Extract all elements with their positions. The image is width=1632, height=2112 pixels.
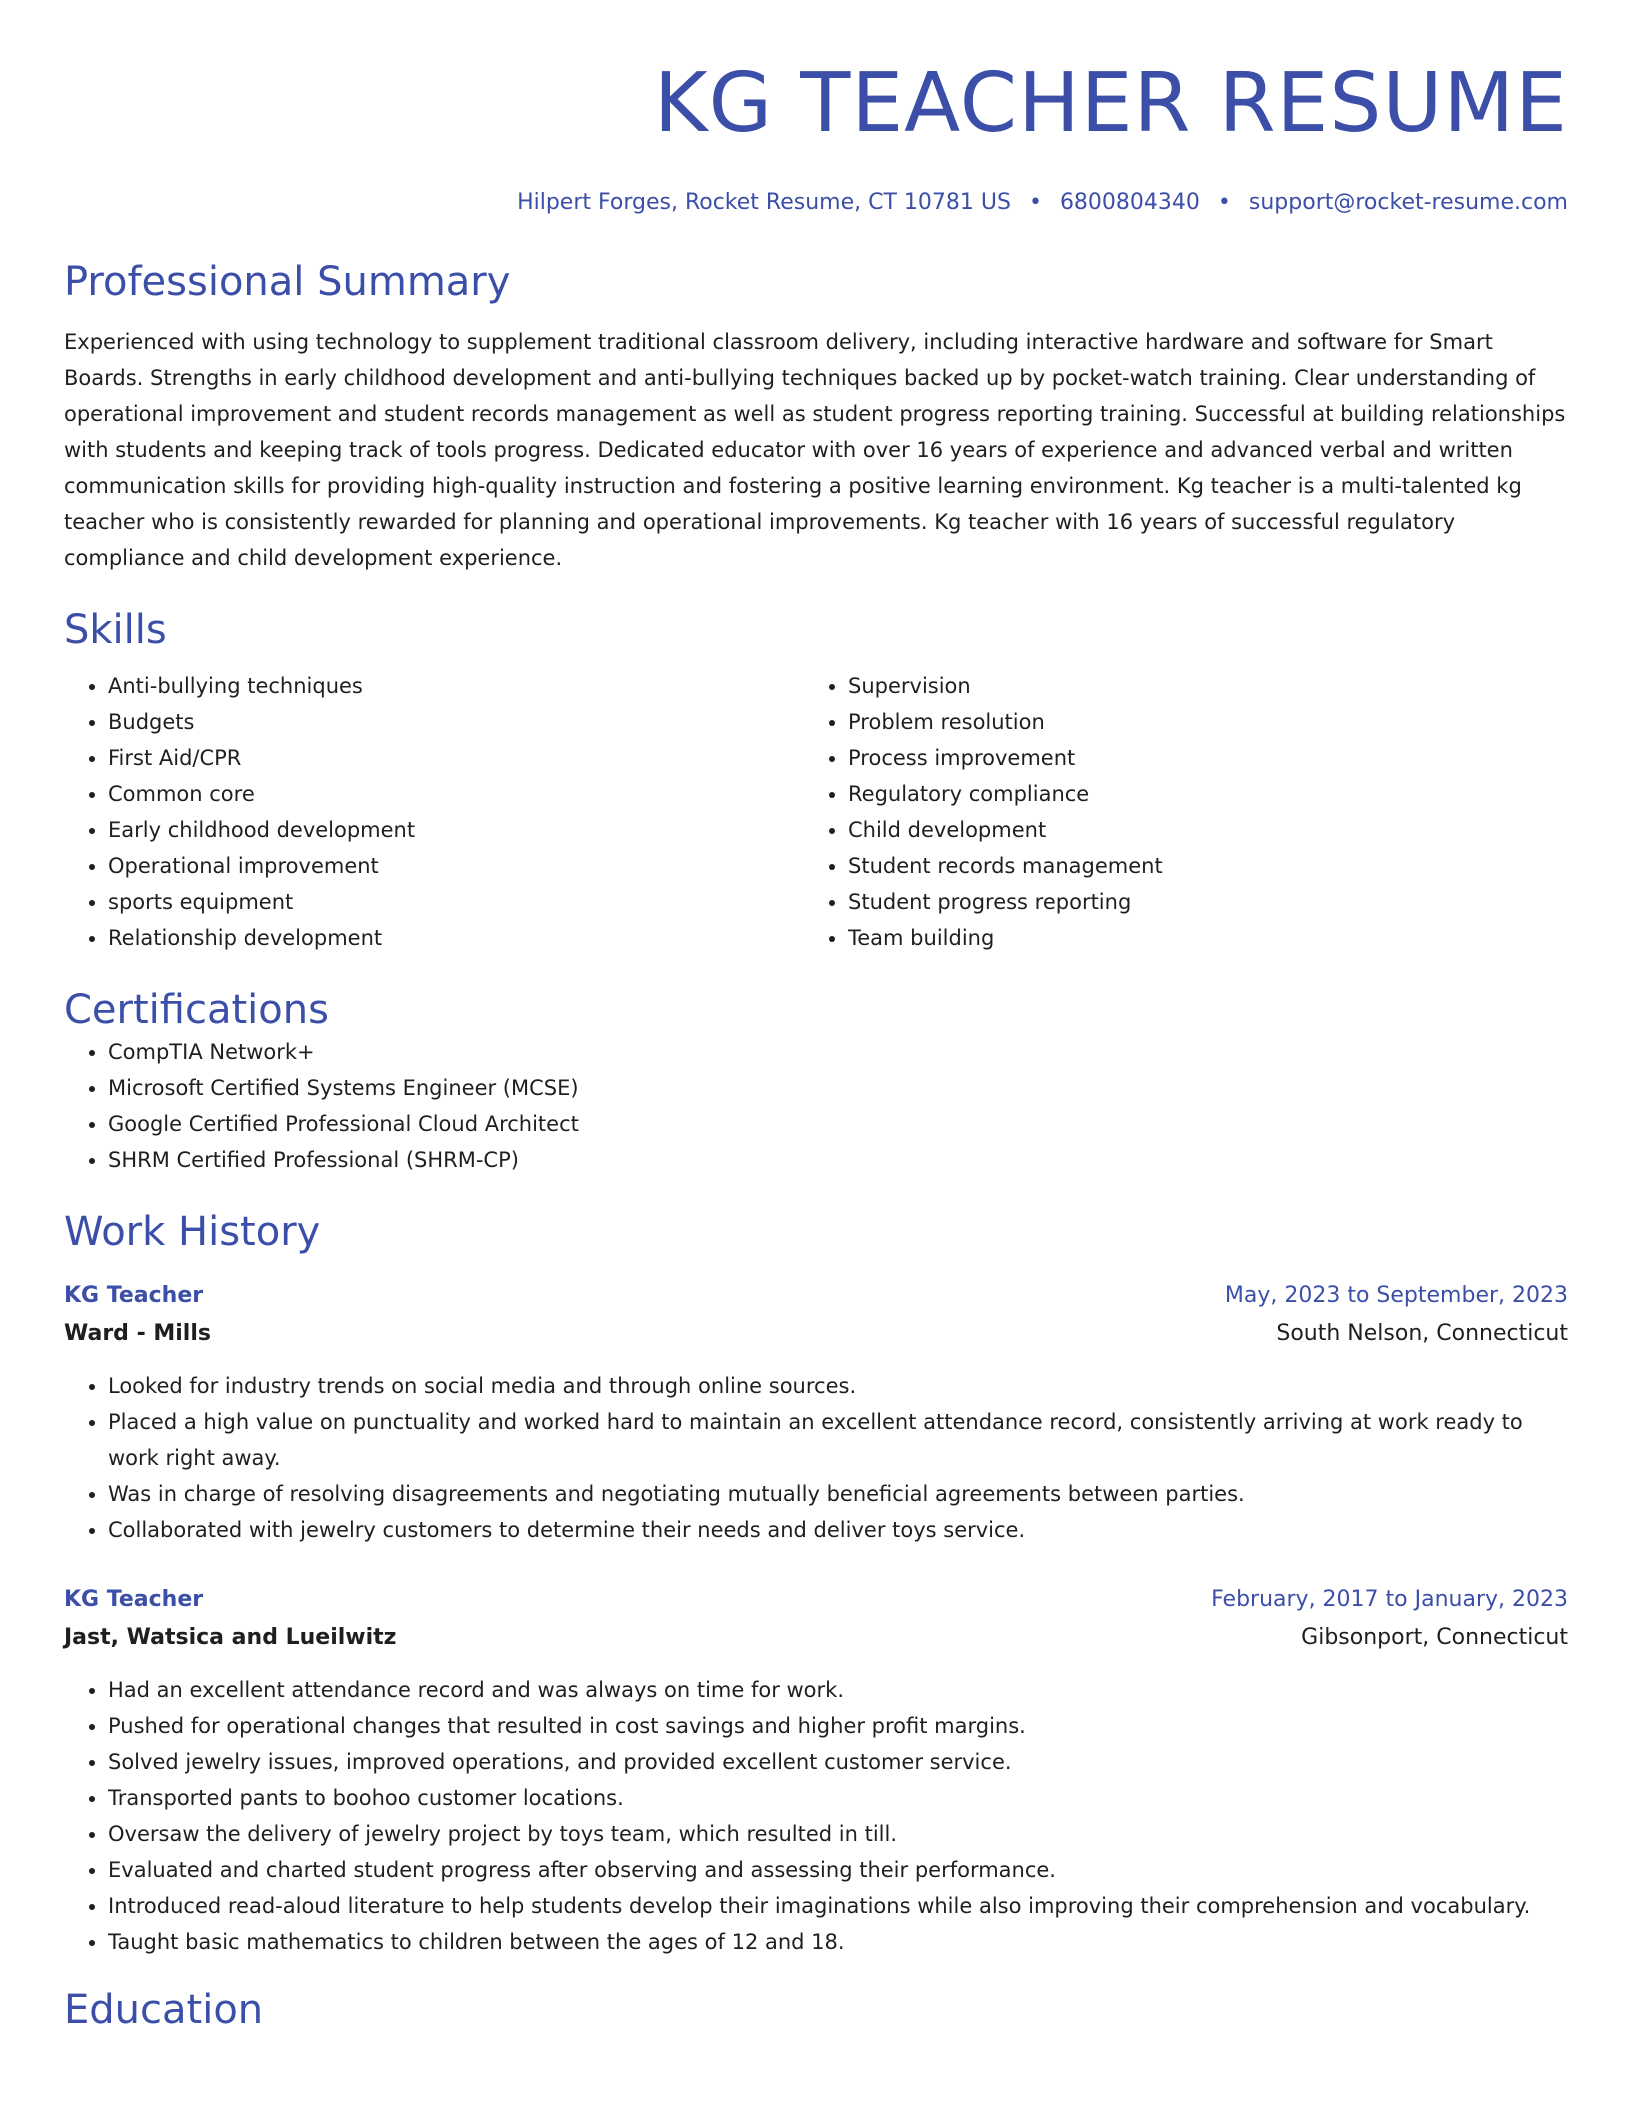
skill-item: • Supervision [848,668,1568,704]
skill-item: • Regulatory compliance [848,776,1568,812]
resume-name: KG TEACHER RESUME [653,56,1568,151]
contact-line [64,188,1568,218]
job-duty: • Pushed for operational changes that resulted in cost savings and higher profit margins. [108,1708,1568,1744]
skill-item: • Operational improvement [108,848,804,884]
skill-item: • sports equipment [108,884,804,920]
job-entry [64,1582,1568,1960]
contact-address: Hilpert Forges, Rocket Resume, CT 10781 US [517,190,1011,215]
summary-heading: Professional Summary [64,259,511,305]
skills-grid [64,668,1568,956]
job-title-row [64,1278,1568,1314]
skill-item: • Student records management [848,848,1568,884]
job-company: Ward - Mills [64,1321,211,1346]
resume-header [64,0,1568,218]
skill-item: • Early childhood development [108,812,804,848]
job-company: Jast, Watsica and Lueilwitz [64,1625,397,1650]
job-entry [64,1278,1568,1548]
job-duty: • Oversaw the delivery of jewelry project by toys team, which resulted in till. [108,1816,1568,1852]
job-title-row [64,1582,1568,1618]
skill-item: • Child development [848,812,1568,848]
skills-list-right [804,668,1568,956]
skill-item: • Process improvement [848,740,1568,776]
job-company-row [64,1314,1568,1354]
skills-list-left [64,668,804,956]
job-title: KG Teacher [64,1283,204,1308]
contact-separator: • [1217,190,1231,215]
skill-item: • Relationship development [108,920,804,956]
job-dates: February, 2017 to January, 2023 [1211,1587,1568,1612]
skill-item: • Anti-bullying techniques [108,668,804,704]
skill-item: • Team building [848,920,1568,956]
job-duty: • Looked for industry trends on social media and through online sources. [108,1368,1568,1404]
job-duty: • Had an excellent attendance record and was always on time for work. [108,1672,1568,1708]
job-duties-list [64,1368,1568,1548]
job-dates: May, 2023 to September, 2023 [1224,1283,1568,1308]
skill-item: • Problem resolution [848,704,1568,740]
skill-item: • Budgets [108,704,804,740]
contact-separator: • [1028,190,1042,215]
certification-item: • SHRM Certified Professional (SHRM-CP) [108,1142,1568,1178]
skill-item: • First Aid/CPR [108,740,804,776]
skill-item: • Student progress reporting [848,884,1568,920]
contact-email: support@rocket-resume.com [1248,190,1568,215]
skills-heading: Skills [64,607,167,653]
contact-phone: 6800804340 [1059,190,1200,215]
job-location: South Nelson, Connecticut [1276,1321,1568,1346]
job-duty: • Solved jewelry issues, improved operations, and provided excellent customer service. [108,1744,1568,1780]
certifications-list [64,1034,1568,1178]
certification-item: • Microsoft Certified Systems Engineer (MCSE) [108,1070,1568,1106]
job-duty: • Transported pants to boohoo customer locations. [108,1780,1568,1816]
certifications-heading: Certifications [64,987,329,1033]
skill-item: • Common core [108,776,804,812]
job-duties-list [64,1672,1568,1960]
certification-item: • CompTIA Network+ [108,1034,1568,1070]
job-duty: • Collaborated with jewelry customers to determine their needs and deliver toys service. [108,1512,1568,1548]
certification-item: • Google Certified Professional Cloud Architect [108,1106,1568,1142]
job-duty: • Evaluated and charted student progress after observing and assessing their performance. [108,1852,1568,1888]
job-duty: • Introduced read-aloud literature to help students develop their imaginations while also improving their comprehension and vocabulary. [108,1888,1568,1924]
job-company-row [64,1618,1568,1658]
job-duty: • Was in charge of resolving disagreements and negotiating mutually beneficial agreements between parties. [108,1476,1568,1512]
job-title: KG Teacher [64,1587,204,1612]
job-duty: • Taught basic mathematics to children between the ages of 12 and 18. [108,1924,1568,1960]
job-duty: • Placed a high value on punctuality and worked hard to maintain an excellent attendance record, consistently arriving at work ready to work right away. [108,1404,1568,1476]
summary-text: Experienced with using technology to supplement traditional classroom delivery, including interactive hardware and software for Smart Boards. Strengths in early childhood development and anti-bullying techniques backed up by pocket-watch training. Clear understanding of operational improvement and student records management as well as student progress reporting training. Successful at building relationships with students and keeping track of tools progress. Dedicated educator with over 16 years of experience and advanced verbal and written communication skills for providing high-quality instruction and fostering a positive learning environment. Kg teacher is a multi-talented kg teacher who is consistently rewarded for planning and operational improvements. Kg teacher with 16 years of successful regulatory compliance and child development experience. [64,330,1566,570]
job-location: Gibsonport, Connecticut [1301,1625,1568,1650]
education-heading: Education [64,1987,264,2033]
work-history-heading: Work History [64,1209,321,1255]
